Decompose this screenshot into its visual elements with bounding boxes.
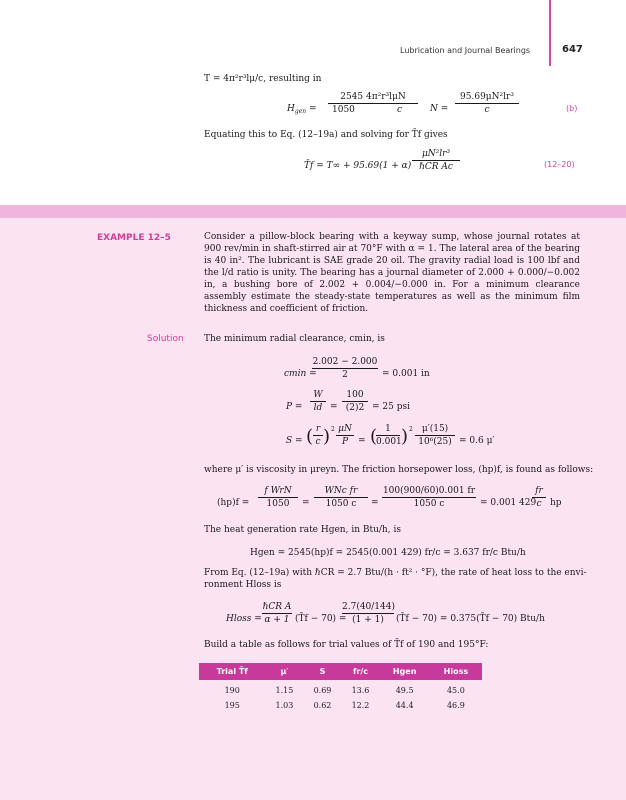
tf-numerator: μN²lr³ (421, 149, 451, 159)
s-r: r (315, 424, 321, 434)
hgen-denominator-1b: c (396, 105, 402, 115)
header-frc: fr/c (341, 663, 379, 680)
table-cell: 1.03 (275, 701, 294, 710)
s-exponent: 2 (331, 426, 335, 433)
cmin-denominator: 2 (342, 370, 348, 380)
table-cell: 0.69 (313, 686, 332, 695)
hgen-symbol: H (287, 104, 295, 114)
s-fraction-mun (336, 424, 354, 448)
s-rhs: = 0.6 μ′ (459, 436, 495, 446)
hp-equals-2: = (371, 498, 379, 508)
s-lhs: S = (286, 436, 303, 446)
heat-text: The heat generation rate Hgen, in Btu/h, is (204, 525, 401, 535)
s-fraction-one (376, 424, 400, 448)
loss-text-line-1: From Eq. (12–19a) with ℏCR = 2.7 Btu/(h · ft² · °F), the rate of heat loss to the envi- (204, 568, 587, 578)
table-cell: 0.62 (313, 701, 332, 710)
hp-fraction-3 (382, 486, 476, 510)
fraction-bar (313, 435, 323, 436)
header-hloss: Hloss (430, 663, 482, 680)
cmin-numerator: 2.002 − 2.000 (312, 357, 378, 367)
hp-denominator-2: 1050 c (325, 499, 357, 509)
table-intro-text: Build a table as follows for trial values of T̄f of 190 and 195°F: (204, 640, 489, 650)
s-exponent-2: 2 (409, 426, 413, 433)
trial-table (199, 663, 482, 713)
equation-label-12-20: (12–20) (544, 160, 575, 169)
hp-fraction-2 (314, 486, 368, 510)
fraction-bar (314, 497, 368, 498)
fraction-bar (310, 401, 326, 402)
fraction-bar (328, 103, 418, 104)
fraction-bar (258, 497, 298, 498)
hp-unit: hp (550, 498, 562, 508)
fraction-bar (382, 497, 476, 498)
hgen-lhs: $H_{gen}$ = (287, 104, 317, 115)
left-paren-2: ( (370, 426, 378, 447)
example-label: EXAMPLE 12–5 (97, 233, 171, 243)
right-paren: ) (323, 426, 331, 447)
table-cell: 1.15 (275, 686, 294, 695)
top-section (0, 0, 626, 205)
fraction-bar (532, 497, 546, 498)
table-cell: 13.6 (351, 686, 370, 695)
fraction-bar (336, 435, 354, 436)
table-row (199, 680, 482, 698)
hloss-middle-1: (T̄f − 70) = (295, 614, 347, 624)
hgen-equation: Hgen = 2545(hp)f = 2545(0.001 429) fr/c = 3.637 fr/c Btu/h (250, 548, 526, 558)
hp-middle: = 0.001 429 (480, 498, 537, 508)
solution-intro: The minimum radial clearance, cmin, is (204, 334, 385, 344)
s-numerator-3: μ′(15) (421, 424, 449, 434)
fraction-bar (262, 613, 292, 614)
table-cell: 45.0 (446, 686, 465, 695)
p-lhs: P = (286, 402, 303, 412)
hloss-fraction-1 (262, 602, 292, 626)
example-problem-text: Consider a pillow-block bearing with a keyway sump, whose journal rotates at 900 rev/min in shaft-stirred air at 70°F with α = 1. The lateral area of the bearing is 40 in². The lubricant is SAE grade 20 oil. The gravity radial load is 100 lbf and the l/d ratio is unity. The bearing has a journal diameter of 2.000 + 0.000/−0.002 in, a bushing bore of 2.002 + 0.004/−0.000 in. For a minimum clearance assembly estimate the steady-state temperatures as well as the minimum film thickness and coefficient of friction. (204, 232, 580, 314)
hp-fraction-1 (258, 486, 298, 510)
s-c: c (315, 437, 321, 447)
hloss-numerator-1: ℏCR A (262, 602, 292, 612)
fraction-bar (415, 435, 455, 436)
s-mun: μN (338, 424, 352, 434)
p-numerator-2: 100 (346, 390, 364, 400)
table-cell: 44.4 (395, 701, 414, 710)
hgen-fraction-1 (328, 92, 418, 116)
section-divider-band (0, 205, 626, 218)
hloss-denominator-2: (1 + 1) (352, 615, 384, 625)
s-fraction-rc (313, 424, 323, 448)
table-cell: 49.5 (395, 686, 414, 695)
hp-lhs: (hp)f = (217, 498, 250, 508)
hp-denominator-1: 1050 (266, 499, 290, 509)
hgen-subscript: gen (294, 108, 307, 115)
p-denominator-1: ld (313, 403, 323, 413)
hp-denominator-3: 1050 c (413, 499, 445, 509)
t-equation-line: T = 4π²r³lμ/c, resulting in (204, 74, 322, 84)
header-hgen: Hgen (380, 663, 430, 680)
cmin-rhs: = 0.001 in (382, 369, 430, 379)
mu-text: where μ′ is viscosity in μreyn. The friction horsepower loss, (hp)f, is found as follows: (204, 465, 594, 475)
hp-numerator-2: WNc fr (324, 486, 358, 496)
hgen-numerator-2: 95.69μN²lr³ (460, 92, 514, 102)
table-cell: 12.2 (351, 701, 370, 710)
hloss-lhs: Hloss = (226, 614, 262, 624)
fraction-bar (455, 103, 519, 104)
hp-numerator-3: 100(900/60)0.001 fr (382, 486, 476, 496)
table-cell: 46.9 (446, 701, 465, 710)
header-trial-tf: Trial T̄f (199, 663, 265, 680)
fraction-bar (342, 613, 394, 614)
table-row (199, 698, 482, 713)
hloss-denominator-1: α + 1 (264, 615, 290, 625)
header-s: S (303, 663, 341, 680)
cmin-fraction (312, 357, 378, 381)
hgen-fraction-2 (455, 92, 519, 116)
hp-numerator-1: f WrN (264, 486, 292, 496)
fraction-bar (376, 435, 400, 436)
tf-denominator: ℏCR Ac (419, 162, 453, 172)
loss-text-line-2: ronment Hloss is (204, 580, 282, 590)
hp-fraction-4 (532, 486, 546, 510)
table-cell: 195 (224, 701, 240, 710)
equating-text: Equating this to Eq. (12–19a) and solving for T̄f gives (204, 130, 448, 140)
p-fraction-1 (310, 390, 326, 414)
p-fraction-2 (342, 390, 368, 414)
p-rhs: = 25 psi (372, 402, 410, 412)
left-paren: ( (306, 426, 314, 447)
hgen-middle: N = (430, 104, 449, 114)
tf-fraction (412, 149, 460, 173)
s-denominator-3: 10⁶(25) (418, 437, 452, 447)
hgen-denominator-2: c (484, 105, 490, 115)
running-header-title: Lubrication and Journal Bearings (400, 46, 531, 55)
hgen-denominator-1: 1050 (332, 105, 355, 115)
s-p: P (341, 437, 349, 447)
right-paren-2: ) (401, 426, 409, 447)
fraction-bar (312, 368, 378, 369)
hgen-numerator-1: 2545 4π²r³lμN (340, 92, 406, 102)
equation-label-b: (b) (566, 104, 578, 113)
fraction-bar (412, 160, 460, 161)
hp-fr: fr (535, 486, 543, 496)
s-0001: 0.001 (376, 437, 402, 447)
cmin-lhs: cmin = (284, 369, 317, 379)
hp-equals-1: = (302, 498, 310, 508)
page-edge-rule (549, 0, 551, 66)
tf-lhs: T̄f = T∞ + 95.69(1 + α) (304, 161, 412, 171)
solution-label: Solution (147, 334, 184, 344)
hloss-middle-2: (T̄f − 70) = 0.375(T̄f − 70) Btu/h (396, 614, 545, 624)
hp-c: c (536, 499, 542, 509)
table-cell: 190 (224, 686, 240, 695)
page-number: 647 (562, 44, 583, 55)
s-fraction-mu (415, 424, 455, 448)
s-equals: = (358, 436, 366, 446)
s-one: 1 (385, 424, 391, 434)
p-denominator-2: (2)2 (345, 403, 365, 413)
hloss-fraction-2 (342, 602, 394, 626)
header-mu: μ′ (265, 663, 303, 680)
table-header-row (199, 663, 482, 680)
fraction-bar (342, 401, 368, 402)
p-equals: = (330, 402, 338, 412)
hloss-numerator-2: 2.7(40/144) (342, 602, 395, 612)
p-numerator-1: W (313, 390, 323, 400)
